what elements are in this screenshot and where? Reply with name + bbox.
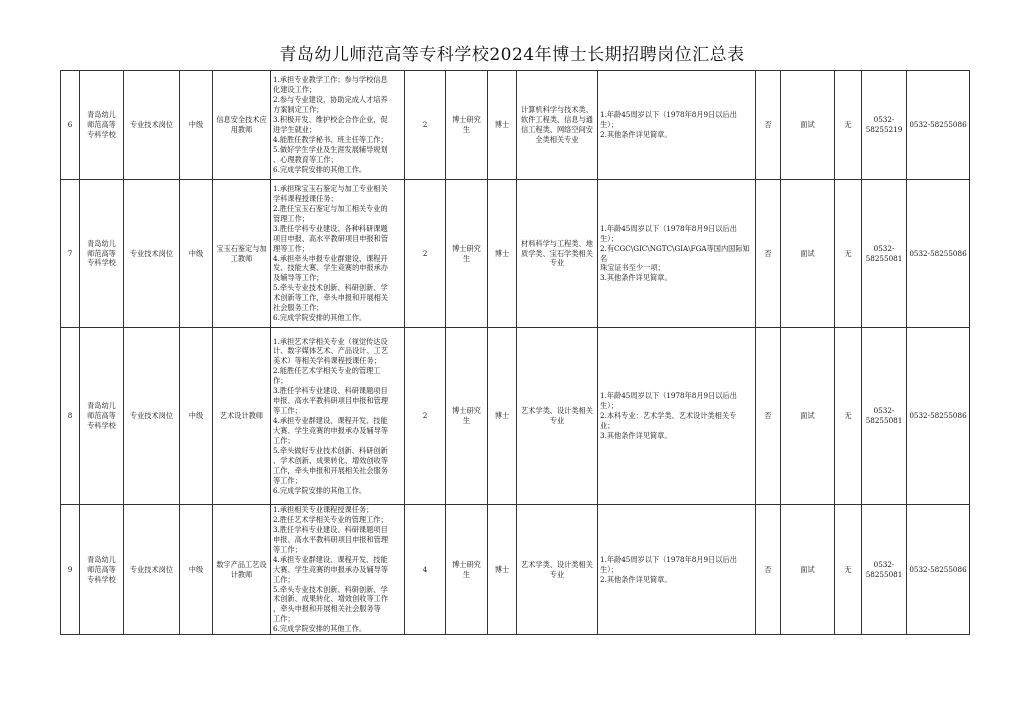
cell-education	[446, 328, 488, 505]
cell-ratio: 否	[756, 71, 781, 180]
cell-education-line: 生	[462, 253, 471, 263]
table-row	[61, 180, 970, 328]
cell-duties-line: 4.承担专业群建设、课程开发、技能	[273, 554, 388, 564]
cell-requirements-line: 3.其他条件详见简章。	[600, 273, 672, 283]
cell-count: 2	[405, 180, 446, 328]
positions-table	[60, 70, 970, 635]
cell-major-line: 材料科学与工程类、地	[521, 238, 593, 248]
cell-duties-line: 5.做好学生学业及生涯发展辅导规划	[273, 144, 388, 154]
cell-position-line: 信息安全技术应	[216, 115, 267, 125]
cell-position-line: 宝玉石鉴定与加	[216, 243, 267, 253]
cell-degree: 博士	[488, 328, 517, 505]
cell-level: 中级	[180, 71, 213, 180]
cell-duties-line: 计、数字媒体艺术、产品设计、工艺	[273, 346, 389, 356]
cell-major-line: 质学类、宝石学类相关	[521, 248, 593, 258]
cell-ratio: 否	[756, 180, 781, 328]
cell-education-line: 博士研究	[452, 115, 481, 125]
cell-duties-line: 社会服务工作；	[273, 303, 324, 313]
table-row	[61, 71, 970, 180]
cell-duties-line: 4.承担专业群建设、课程开发、技能	[273, 416, 388, 425]
cell-requirements-line: 1.年龄45周岁以下（1978年8月9日以后出	[600, 223, 737, 233]
cell-count: 2	[405, 71, 446, 180]
cell-requirements-line: 1.年龄45周岁以下（1978年8月9日以后出	[600, 554, 737, 564]
cell-duties-line: 及辅导等工作；	[273, 273, 324, 283]
cell-remark: 无	[835, 505, 862, 635]
cell-position	[213, 180, 271, 328]
cell-duties-line: 化建设工作；	[273, 85, 317, 95]
cell-requirements-line: 生）；	[600, 233, 618, 243]
cell-requirements-line: 1.年龄45周岁以下（1978年8月9日以后出	[600, 391, 737, 401]
cell-major	[517, 71, 598, 180]
cell-duties-line: 工作，牵头申报和开展相关社会服务	[273, 465, 389, 475]
cell-category: 专业技术岗位	[124, 71, 180, 180]
cell-requirements-line: 生）；	[600, 564, 618, 574]
cell-position	[213, 71, 271, 180]
cell-duties-line: 大赛、学生竞赛的申报承办及辅导等	[273, 425, 389, 435]
cell-duties-line: 发、技能大赛、学生竞赛的申报承办	[273, 263, 389, 273]
page-title: 青岛幼儿师范高等专科学校2024年博士长期招聘岗位汇总表	[279, 45, 745, 65]
cell-ratio: 否	[756, 505, 781, 635]
cell-duties-line: 工作；	[273, 574, 295, 584]
cell-duties-line: 进学生就业；	[273, 125, 317, 134]
cell-major-line: 艺术学类、设计类相关	[521, 406, 593, 416]
cell-duties-line: 2.能胜任艺术学相关专业的管理工	[273, 366, 381, 376]
cell-duties-line: 大赛、学生竞赛的申报承办及辅导等	[273, 564, 389, 574]
cell-education-line: 博士研究	[452, 559, 481, 569]
cell-duties-line: 作；	[273, 376, 288, 386]
cell-duties-line: 5.牵头做好专业技术创新、科研创新	[273, 445, 388, 455]
cell-unit-line: 师范高等	[87, 120, 116, 130]
cell-unit	[80, 71, 124, 180]
cell-education	[446, 505, 488, 635]
cell-exam: 面试	[781, 71, 835, 180]
cell-unit	[80, 328, 124, 505]
cell-education-line: 博士研究	[452, 243, 481, 253]
cell-duties	[271, 328, 405, 505]
cell-major-line: 专业	[549, 569, 565, 579]
cell-category: 专业技术岗位	[124, 505, 180, 635]
table-row	[61, 505, 970, 635]
cell-duties-line: 1.承担专业教学工作；参与学校信息	[273, 75, 388, 85]
cell-unit-line: 专科学校	[87, 420, 116, 430]
cell-requirements	[598, 180, 756, 328]
cell-degree: 博士	[488, 180, 517, 328]
cell-position-line: 艺术设计教师	[219, 411, 264, 421]
cell-exam: 面试	[781, 328, 835, 505]
cell-major-line: 专业	[549, 416, 565, 425]
cell-requirements	[598, 505, 756, 635]
cell-position-line: 用教师	[230, 125, 253, 134]
cell-duties-line: 3.胜任学科专业建设、科研课题项目	[273, 524, 388, 534]
cell-duties-line: 术创新等工作，牵头申报和开展相关	[273, 293, 389, 303]
cell-duties-line: 6.完成学院安排的其他工作。	[273, 485, 367, 495]
cell-duties-line: 术创新、成果转化、增效创收等工作	[273, 594, 389, 604]
cell-education	[446, 180, 488, 328]
cell-position	[213, 328, 271, 505]
cell-position-line: 工教师	[230, 253, 253, 263]
cell-category: 专业技术岗位	[124, 328, 180, 505]
cell-unit-line: 专科学校	[87, 574, 116, 584]
cell-major-line: 软件工程类、信息与通	[521, 115, 593, 125]
cell-no: 8	[61, 328, 80, 505]
cell-duties-line: 美术）等相关学科课程授课任务；	[273, 356, 381, 366]
cell-duties-line: 工作；	[273, 435, 295, 445]
cell-phone-1: 0532-58255081	[862, 328, 907, 505]
cell-duties-line: 3.胜任学科专业建设、科研课题项目	[273, 386, 388, 396]
cell-unit-line: 青岛幼儿	[87, 110, 116, 120]
cell-position	[213, 505, 271, 635]
cell-unit-line: 师范高等	[87, 248, 116, 258]
cell-phone-2: 0532-58255086	[907, 71, 970, 180]
cell-duties-line: 1.承担艺术学相关专业（视觉传达设	[273, 336, 388, 346]
cell-remark: 无	[835, 180, 862, 328]
cell-major-line: 艺术学类、设计类相关	[521, 559, 593, 569]
cell-duties-line: 学科课程授课任务；	[273, 193, 338, 203]
cell-level: 中级	[180, 505, 213, 635]
cell-phone-2: 0532-58255086	[907, 505, 970, 635]
cell-ratio: 否	[756, 328, 781, 505]
cell-duties-line: 2.参与专业建设，协助完成人才培养	[273, 95, 388, 105]
cell-unit-line: 师范高等	[87, 411, 116, 421]
cell-duties-line: 2.胜任宝玉石鉴定与加工相关专业的	[273, 203, 388, 213]
cell-duties-line: 管理工作；	[273, 213, 309, 223]
cell-duties-line: 等工作；	[273, 406, 302, 416]
cell-duties-line: ，牵头申报和开展相关社会服务等	[273, 604, 381, 614]
cell-position-line: 数字产品工艺设	[216, 559, 267, 569]
cell-duties-line: 4.能胜任教学秘书、班主任等工作；	[273, 134, 388, 144]
cell-category: 专业技术岗位	[124, 180, 180, 328]
cell-duties-line: 、心理教育等工作；	[273, 154, 338, 164]
cell-major	[517, 505, 598, 635]
cell-phone-1: 0532-58255081	[862, 180, 907, 328]
cell-duties-line: 5.牵头专业技术创新、科研创新、学	[273, 584, 388, 594]
cell-count: 2	[405, 328, 446, 505]
cell-remark: 无	[835, 71, 862, 180]
cell-unit	[80, 505, 124, 635]
cell-count: 4	[405, 505, 446, 635]
cell-duties-line: 1.承担珠宝玉石鉴定与加工专业相关	[273, 183, 388, 193]
cell-no: 9	[61, 505, 80, 635]
cell-duties	[271, 505, 405, 635]
cell-duties-line: 、学术创新、成果转化、增效创收等	[273, 455, 389, 465]
cell-unit-line: 专科学校	[87, 129, 116, 139]
cell-requirements-line: 1.年龄45周岁以下（1978年8月9日以后出	[600, 110, 737, 120]
cell-requirements-line: 2.其他条件详见简章。	[600, 574, 672, 584]
cell-unit-line: 师范高等	[87, 564, 116, 574]
cell-unit	[80, 180, 124, 328]
cell-position-line: 计教师	[230, 569, 253, 579]
cell-duties-line: 方案制定工作；	[273, 105, 324, 115]
cell-education-line: 博士研究	[452, 406, 481, 416]
cell-duties-line: 申报、高水平教科研项目申报和管理	[273, 396, 389, 406]
cell-major	[517, 328, 598, 505]
cell-requirements	[598, 328, 756, 505]
cell-duties-line: 4.承担牵头申报专业群建设、课程开	[273, 253, 388, 263]
cell-requirements-line: 业；	[600, 420, 615, 430]
cell-duties-line: 2.胜任艺术学相关专业的管理工作；	[273, 514, 388, 524]
cell-major-line: 专业	[549, 258, 565, 268]
cell-remark: 无	[835, 328, 862, 505]
cell-duties-line: 6.完成学院安排的其他工作。	[273, 624, 367, 634]
cell-duties-line: 项目申报、高水平教研项目申报和管	[273, 233, 389, 243]
cell-education-line: 生	[462, 569, 471, 579]
cell-duties-line: 工作；	[273, 614, 295, 624]
cell-phone-1: 0532-58255219	[862, 71, 907, 180]
cell-education-line: 生	[462, 416, 471, 425]
cell-no: 7	[61, 180, 80, 328]
cell-duties-line: 3.积极开发、维护校企合作企业，促	[273, 115, 388, 125]
cell-phone-1: 0532-58255081	[862, 505, 907, 635]
cell-major-line: 全类相关专业	[535, 134, 579, 144]
cell-duties-line: 等工作；	[273, 544, 302, 554]
cell-duties-line: 等工作；	[273, 475, 302, 485]
cell-requirements-line: 2.其他条件详见简章。	[600, 129, 672, 139]
cell-unit-line: 青岛幼儿	[87, 238, 116, 248]
cell-requirements-line: 珠宝证书至少一项；	[600, 263, 665, 273]
table-row	[61, 328, 970, 505]
cell-exam: 面试	[781, 505, 835, 635]
cell-education	[446, 71, 488, 180]
cell-duties-line: 1.承担相关专业课程授课任务；	[273, 505, 374, 514]
cell-requirements-line: 2.本科专业：艺术学类、艺术设计类相关专	[600, 411, 737, 421]
cell-level: 中级	[180, 328, 213, 505]
cell-duties-line: 5.牵头专业技术创新、科研创新、学	[273, 283, 388, 293]
cell-requirements-line: 3.其他条件详见简章。	[600, 430, 672, 440]
cell-duties-line: 申报、高水平教科研项目申报和管理	[273, 534, 389, 544]
cell-exam: 面试	[781, 180, 835, 328]
cell-degree: 博士	[488, 71, 517, 180]
cell-duties-line: 理等工作；	[273, 243, 309, 253]
cell-unit-line: 青岛幼儿	[87, 554, 116, 564]
cell-duties	[271, 180, 405, 328]
cell-duties-line: 6.完成学院安排的其他工作。	[273, 164, 367, 174]
cell-major	[517, 180, 598, 328]
cell-requirements-line: 生）；	[600, 120, 618, 130]
cell-requirements-line: 2.有CGC\GIC\NGTC\GIA\FGA等国内国际知名	[600, 243, 750, 263]
cell-phone-2: 0532-58255086	[907, 180, 970, 328]
cell-duties	[271, 71, 405, 180]
cell-no: 6	[61, 71, 80, 180]
cell-requirements	[598, 71, 756, 180]
cell-level: 中级	[180, 180, 213, 328]
cell-major-line: 信工程类、网络空间安	[521, 125, 593, 134]
cell-duties-line: 6.完成学院安排的其他工作。	[273, 313, 367, 323]
cell-duties-line: 3.胜任学科专业建设、各种科研课题	[273, 223, 388, 233]
cell-phone-2: 0532-58255086	[907, 328, 970, 505]
cell-degree: 博士	[488, 505, 517, 635]
cell-major-line: 计算机科学与技术类、	[521, 105, 593, 115]
cell-unit-line: 专科学校	[87, 258, 116, 268]
cell-unit-line: 青岛幼儿	[87, 401, 116, 411]
cell-requirements-line: 生）；	[600, 401, 618, 411]
cell-education-line: 生	[462, 125, 471, 134]
